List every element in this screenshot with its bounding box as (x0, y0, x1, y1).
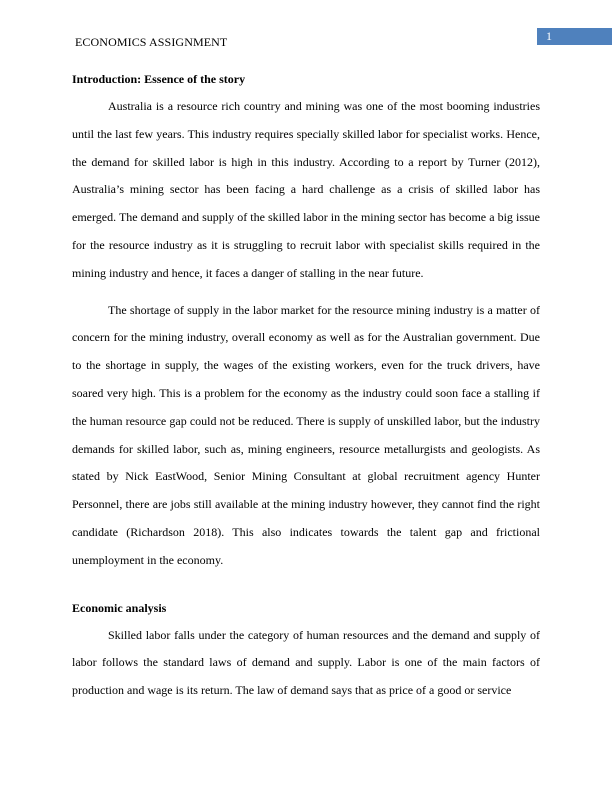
document-body (72, 70, 540, 705)
section-heading-economic-analysis: Economic analysis (72, 600, 167, 615)
body-paragraph: The shortage of supply in the labor market for the resource mining industry is a matter of concern for the mining industry, overall economy as well as for the Australian government. Due to the shortage in supply, the wages of the existing workers, even for the truck drivers, have soared very high. This is a problem for the economy as the industry could soon face a stalling if the human resource gap could not be reduced. There is supply of unskilled labor, but the industry demands for skilled labor, such as, mining engineers, resource metallurgists and geologists. As stated by Nick EastWood, Senior Mining Consultant at global recruitment agency Hunter Personnel, there are jobs still available at the mining industry however, they cannot find the right candidate (Richardson 2018). This also indicates towards the talent gap and frictional unemployment in the economy. (72, 302, 540, 567)
body-paragraph: Australia is a resource rich country and mining was one of the most booming industries until the last few years. This industry requires specially skilled labor for specialist works. Hence, the demand for skilled labor is high in this industry. According to a report by Turner (2012), Australia’s mining sector has been facing a hard challenge as a crisis of skilled labor has emerged. The demand and supply of the skilled labor in the mining sector has become a big issue for the resource industry as it is struggling to recruit labor with specialist skills required in the mining industry and hence, it faces a danger of stalling in the near future. (72, 99, 540, 280)
body-paragraph: Skilled labor falls under the category of human resources and the demand and supply of labor follows the standard laws of demand and supply. Labor is one of the main factors of production and wage is its return. The law of demand says that as price of a good or service (72, 627, 540, 698)
section-heading-introduction: Introduction: Essence of the story (72, 72, 246, 86)
page-number-badge: 1 (537, 28, 612, 45)
running-header-title: ECONOMICS ASSIGNMENT (75, 35, 228, 49)
